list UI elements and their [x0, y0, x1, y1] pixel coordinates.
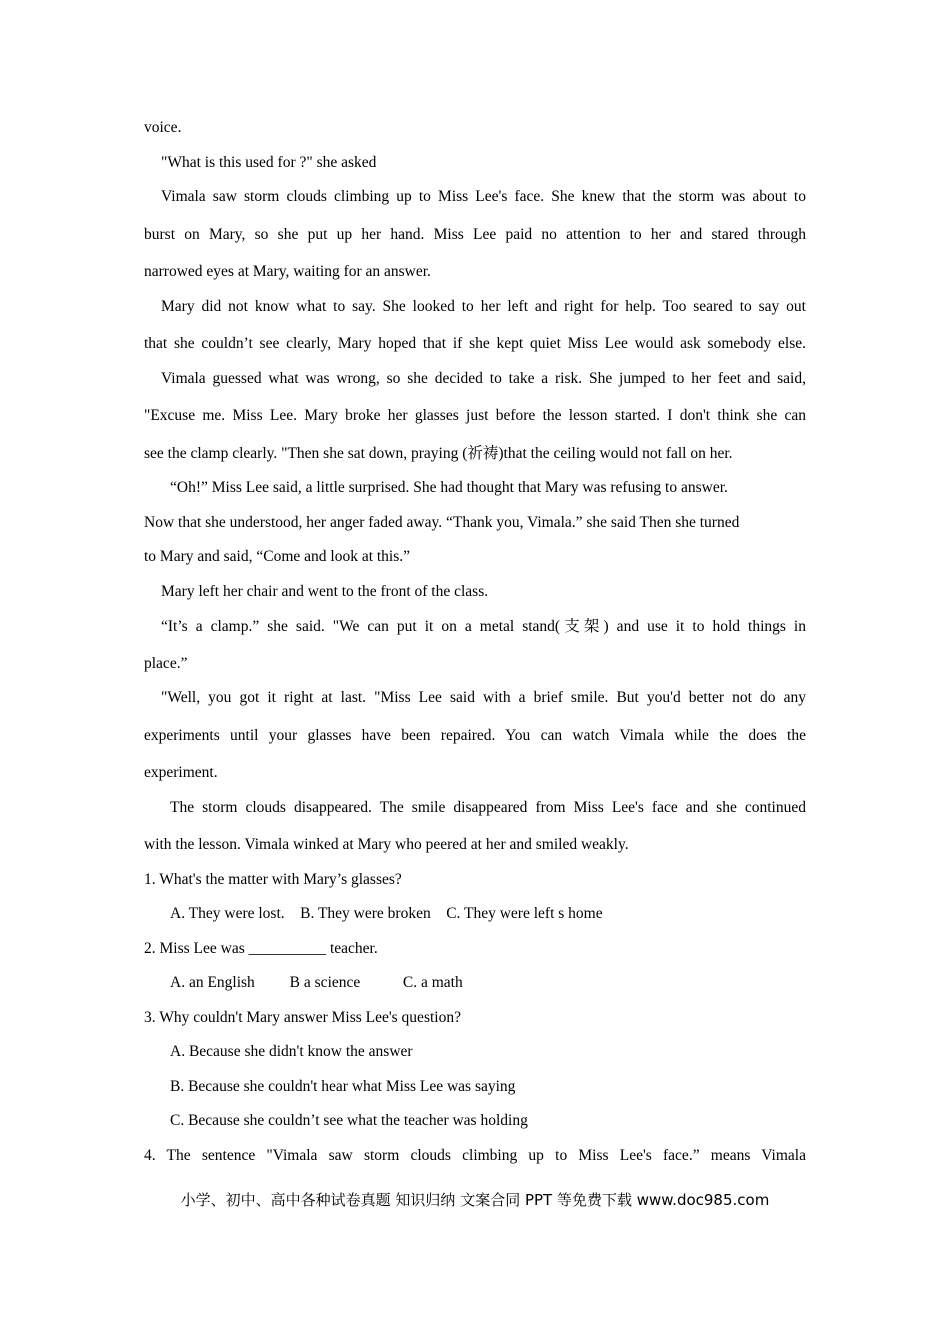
question-2-options: A. an English B a science C. a math — [170, 974, 463, 991]
passage-line: The storm clouds disappeared. The smile disappeared from Miss Lee's face and she continued — [170, 799, 806, 816]
passage-line: that she couldn’t see clearly, Mary hoped that if she kept quiet Miss Lee would ask somebody else. — [144, 335, 806, 352]
passage-line: "Excuse me. Miss Lee. Mary broke her glasses just before the lesson started. I don't think she can — [144, 407, 806, 424]
passage-line: "What is this used for ?" she asked — [161, 154, 377, 171]
question-3: 3. Why couldn't Mary answer Miss Lee's question? — [144, 1009, 461, 1026]
question-2: 2. Miss Lee was __________ teacher. — [144, 940, 378, 957]
passage-line: experiment. — [144, 764, 218, 781]
passage-line: burst on Mary, so she put up her hand. Miss Lee paid no attention to her and stared through — [144, 226, 806, 243]
passage-line: Vimala saw storm clouds climbing up to Miss Lee's face. She knew that the storm was about to — [161, 188, 806, 205]
passage-line: voice. — [144, 119, 182, 136]
passage-line: Mary did not know what to say. She looked to her left and right for help. Too seared to say out — [161, 298, 806, 315]
passage-line: Mary left her chair and went to the front of the class. — [161, 583, 489, 600]
question-3-option-b: B. Because she couldn't hear what Miss Lee was saying — [170, 1078, 516, 1095]
passage-line: experiments until your glasses have been repaired. You can watch Vimala while the does the — [144, 727, 806, 744]
passage-line: place.” — [144, 655, 188, 672]
page-footer: 小学、初中、高中各种试卷真题 知识归纳 文案合同 PPT 等免费下载 www.doc985.com — [180, 1191, 770, 1209]
question-1-options: A. They were lost. B. They were broken C. They were left s home — [170, 905, 603, 922]
passage-line: Vimala guessed what was wrong, so she decided to take a risk. She jumped to her feet and said, — [161, 370, 806, 387]
question-3-option-c: C. Because she couldn’t see what the teacher was holding — [170, 1112, 528, 1129]
question-4: 4. The sentence "Vimala saw storm clouds climbing up to Miss Lee's face.” means Vimala — [144, 1147, 806, 1164]
passage-line: “Oh!” Miss Lee said, a little surprised. She had thought that Mary was refusing to answer. — [170, 479, 728, 496]
question-3-option-a: A. Because she didn't know the answer — [170, 1043, 413, 1060]
passage-line: with the lesson. Vimala winked at Mary who peered at her and smiled weakly. — [144, 836, 629, 853]
passage-line: to Mary and said, “Come and look at this.” — [144, 548, 411, 565]
passage-line: narrowed eyes at Mary, waiting for an answer. — [144, 263, 431, 280]
passage-line: Now that she understood, her anger faded away. “Thank you, Vimala.” she said Then she turned — [144, 514, 740, 531]
question-1: 1. What's the matter with Mary’s glasses? — [144, 871, 402, 888]
passage-line: “It’s a clamp.” she said. "We can put it on a metal stand(支架) and use it to hold things in — [161, 618, 806, 635]
passage-line: "Well, you got it right at last. "Miss Lee said with a brief smile. But you'd better not do any — [161, 689, 806, 706]
passage-line: see the clamp clearly. "Then she sat down, praying (祈祷)that the ceiling would not fall on her. — [144, 445, 733, 462]
